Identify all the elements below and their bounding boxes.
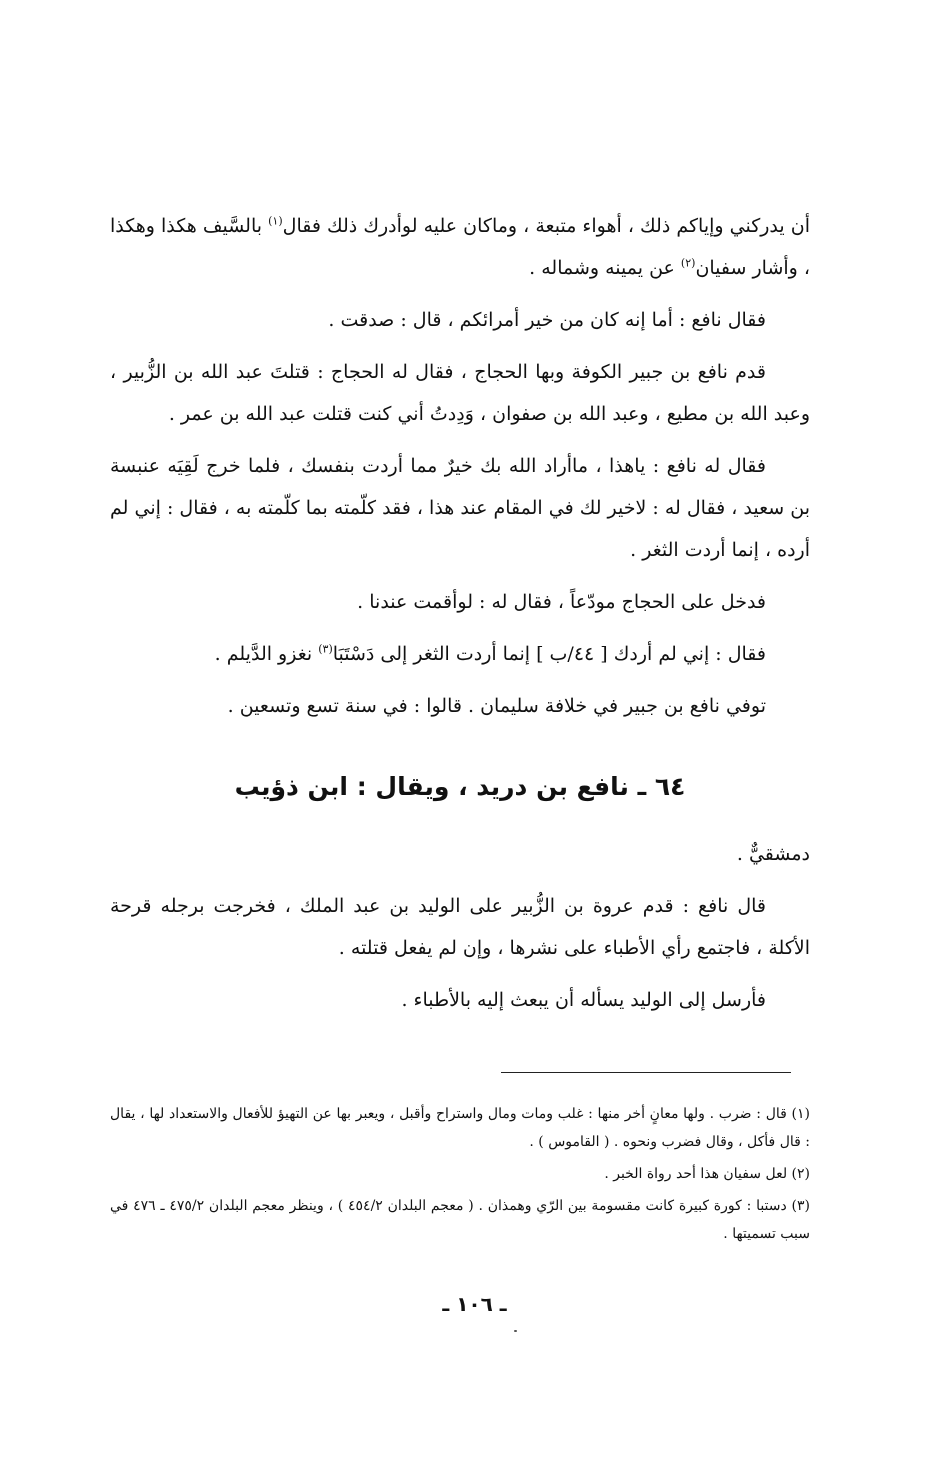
paragraph-4: فقال له نافع : ياهذا ، ماأراد الله بك خيرٌ مما أردت بنفسك ، فلما خرج لَقِيَه عنبسة بن سعيد ، فقال له : لاخير لك في المقام عند هذا ، فقد كلّمته بما كلّمته به ، فقال : إني لم أرده ، إنما أردت الثغر . xyxy=(110,455,811,561)
paragraph-6-text-a: فقال : إني لم أردك [ ٤٤/ب ] إنما أردت الثغر إلى دَسْتَبَا xyxy=(332,643,766,665)
page-body xyxy=(110,205,810,1031)
footnote-ref-1: (١) xyxy=(268,214,283,228)
paragraph-8: دمشقيٌّ . xyxy=(736,843,810,865)
paragraph-6-text-b: نغزو الدَّيلم . xyxy=(214,643,319,665)
paragraph-7: توفي نافع بن جبير في خلافة سليمان . قالوا : في سنة تسع وتسعين . xyxy=(227,695,766,717)
paragraph-10: فأرسل إلى الوليد يسأله أن يبعث إليه بالأطباء . xyxy=(401,989,766,1011)
paragraph-3: قدم نافع بن جبير الكوفة وبها الحجاج ، فقال له الحجاج : قتلتَ عبد الله بن الزُّبير ، وعبد الله بن مطيع ، وعبد الله بن صفوان ، وَدِدتُ أني كنت قتلت عبد الله بن عمر . xyxy=(110,361,810,425)
paragraph-1-text-b: بالسَّيف هكذا وهكذا ، وأشار سفيان xyxy=(110,215,810,279)
paragraph-1-text-a: أن يدركني وإياكم ذلك ، أهواء متبعة ، وماكان عليه لوأدرك ذلك فقال xyxy=(282,215,810,237)
footnote-2: (٢) لعل سفيان هذا أحد رواة الخبر . xyxy=(604,1166,810,1182)
paragraph-6 xyxy=(110,633,810,675)
page-number: ـ ١٠٦ ـ xyxy=(442,1292,507,1316)
footnote-3: (٣) دستبا : كورة كبيرة كانت مقسومة بين الرّي وهمذان . ( معجم البلدان ٤٥٤/٢ ) ، وينظر معجم البلدان ٤٧٥/٢ ـ ٤٧٦ في سبب تسميتها . xyxy=(110,1198,810,1242)
print-speck xyxy=(514,1330,517,1332)
paragraph-9: قال نافع : قدم عروة بن الزُّبير على الوليد بن عبد الملك ، فخرجت برجله قرحة الأكلة ، فاجتمع رأي الأطباء على نشرها ، وإن لم يفعل قتلته . xyxy=(110,895,810,959)
footnote-ref-3: (٣) xyxy=(318,642,333,656)
paragraph-5: فدخل على الحجاج مودّعاً ، فقال له : لوأقمت عندنا . xyxy=(357,591,766,613)
footnote-divider xyxy=(501,1072,791,1073)
paragraph-2: فقال نافع : أما إنه كان من خير أمرائكم ، قال : صدقت . xyxy=(328,309,766,331)
footnotes xyxy=(110,1100,810,1252)
paragraph-1-text-c: عن يمينه وشماله . xyxy=(529,257,681,279)
footnote-1: (١) قال : ضرب . ولها معانٍ أخر منها : غلب ومات ومال واستراح وأقبل ، ويعبر بها عن التهيؤ للأفعال والاستعداد لها ، يقال : قال فأكل ، وقال فضرب ونحوه . ( القاموس ) . xyxy=(110,1106,810,1150)
paragraph-1 xyxy=(110,205,810,289)
section-heading: ٦٤ ـ نافع بن دريد ، ويقال : ابن ذؤيب xyxy=(234,772,686,801)
footnote-ref-2: (٢) xyxy=(680,256,696,270)
